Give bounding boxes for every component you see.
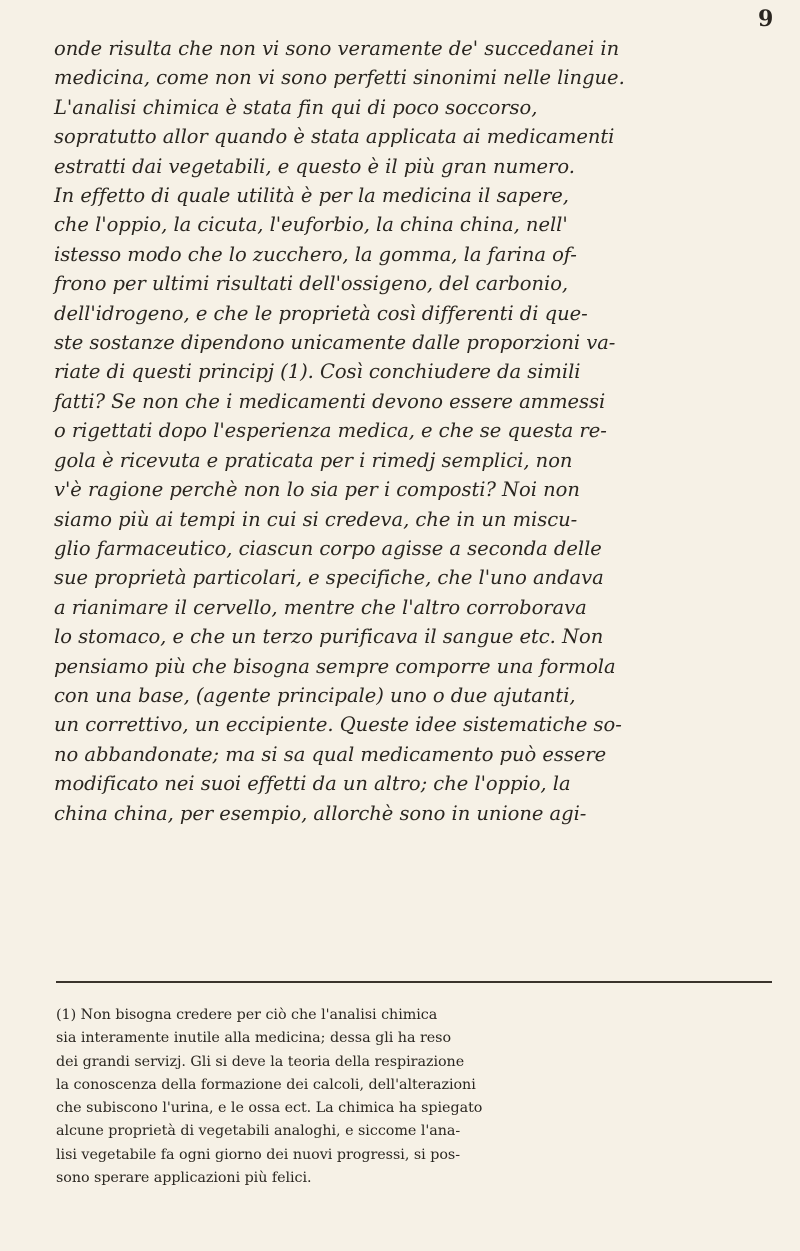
body-text-line: pensiamo più che bisogna sempre comporre una formola — [54, 654, 616, 678]
body-text-line: dell'idrogeno, e che le proprietà così differenti di que- — [54, 301, 588, 325]
body-text-line: siamo più ai tempi in cui si credeva, che in un miscu- — [54, 507, 578, 531]
body-text-line: frono per ultimi risultati dell'ossigeno, del carbonio, — [54, 272, 569, 296]
body-text-line: con una base, (agente principale) uno o due ajutanti, — [54, 683, 576, 707]
body-text-line: onde risulta che non vi sono veramente de' succedanei in — [54, 37, 620, 60]
body-text-line: che l'oppio, la cicuta, l'euforbio, la china china, nell' — [54, 213, 568, 237]
body-text-line: sue proprietà particolari, e specifiche, che l'uno andava — [54, 566, 604, 590]
body-text-line: istesso modo che lo zucchero, la gomma, la farina of- — [54, 242, 577, 266]
body-text-line: v'è ragione perchè non lo sia per i composti? Noi non — [54, 478, 580, 502]
footnote-line: sono sperare applicazioni più felici. — [56, 1170, 312, 1187]
body-text-line: china china, per esempio, allorchè sono in unione agi- — [54, 801, 587, 825]
body-text-line: glio farmaceutico, ciascun corpo agisse a seconda delle — [54, 536, 602, 560]
body-text-line: ste sostanze dipendono unicamente dalle proporzioni va- — [54, 331, 616, 355]
footnote-line: alcune proprietà di vegetabili analoghi, e siccome l'ana- — [56, 1123, 461, 1140]
body-text-line: a rianimare il cervello, mentre che l'altro corroborava — [54, 595, 587, 619]
body-text-line: o rigettati dopo l'esperienza medica, e che se questa re- — [54, 419, 607, 443]
footnote-rule — [56, 981, 772, 983]
body-text-line: modificato nei suoi effetti da un altro; che l'oppio, la — [54, 772, 571, 796]
body-text-line: lo stomaco, e che un terzo purificava il sangue etc. Non — [54, 625, 604, 649]
body-text — [54, 34, 774, 828]
footnote-line: lisi vegetabile fa ogni giorno dei nuovi progressi, si pos- — [56, 1146, 460, 1163]
body-text-line: un correttivo, un eccipiente. Queste idee sistematiche so- — [54, 713, 622, 737]
footnote-line: la conoscenza della formazione dei calcoli, dell'alterazioni — [56, 1076, 476, 1093]
body-text-line: sopratutto allor quando è stata applicata ai medicamenti — [54, 125, 615, 149]
body-text-line: L'analisi chimica è stata fin qui di poco soccorso, — [54, 95, 538, 119]
footnote-line: che subiscono l'urina, e le ossa ect. La chimica ha spiegato — [56, 1100, 483, 1117]
footnote-line: dei grandi servizj. Gli si deve la teoria della respirazione — [56, 1053, 465, 1070]
body-text-line: gola è ricevuta e praticata per i rimedj semplici, non — [54, 448, 573, 472]
footnote-line: sia interamente inutile alla medicina; dessa gli ha reso — [56, 1030, 452, 1047]
body-text-line: fatti? Se non che i medicamenti devono essere ammessi — [54, 389, 606, 413]
body-text-line: riate di questi principj (1). Così conchiudere da simili — [54, 360, 581, 384]
footnote — [56, 1004, 772, 1190]
body-text-line: In effetto di quale utilità è per la medicina il sapere, — [54, 184, 569, 208]
body-text-line: medicina, come non vi sono perfetti sinonimi nelle lingue. — [54, 66, 625, 90]
body-text-line: no abbandonate; ma si sa qual medicamento può essere — [54, 742, 607, 766]
page-number: 9 — [758, 6, 773, 32]
body-text-line: estratti dai vegetabili, e questo è il più gran numero. — [54, 154, 575, 178]
footnote-line: (1) Non bisogna credere per ciò che l'analisi chimica — [56, 1007, 438, 1023]
